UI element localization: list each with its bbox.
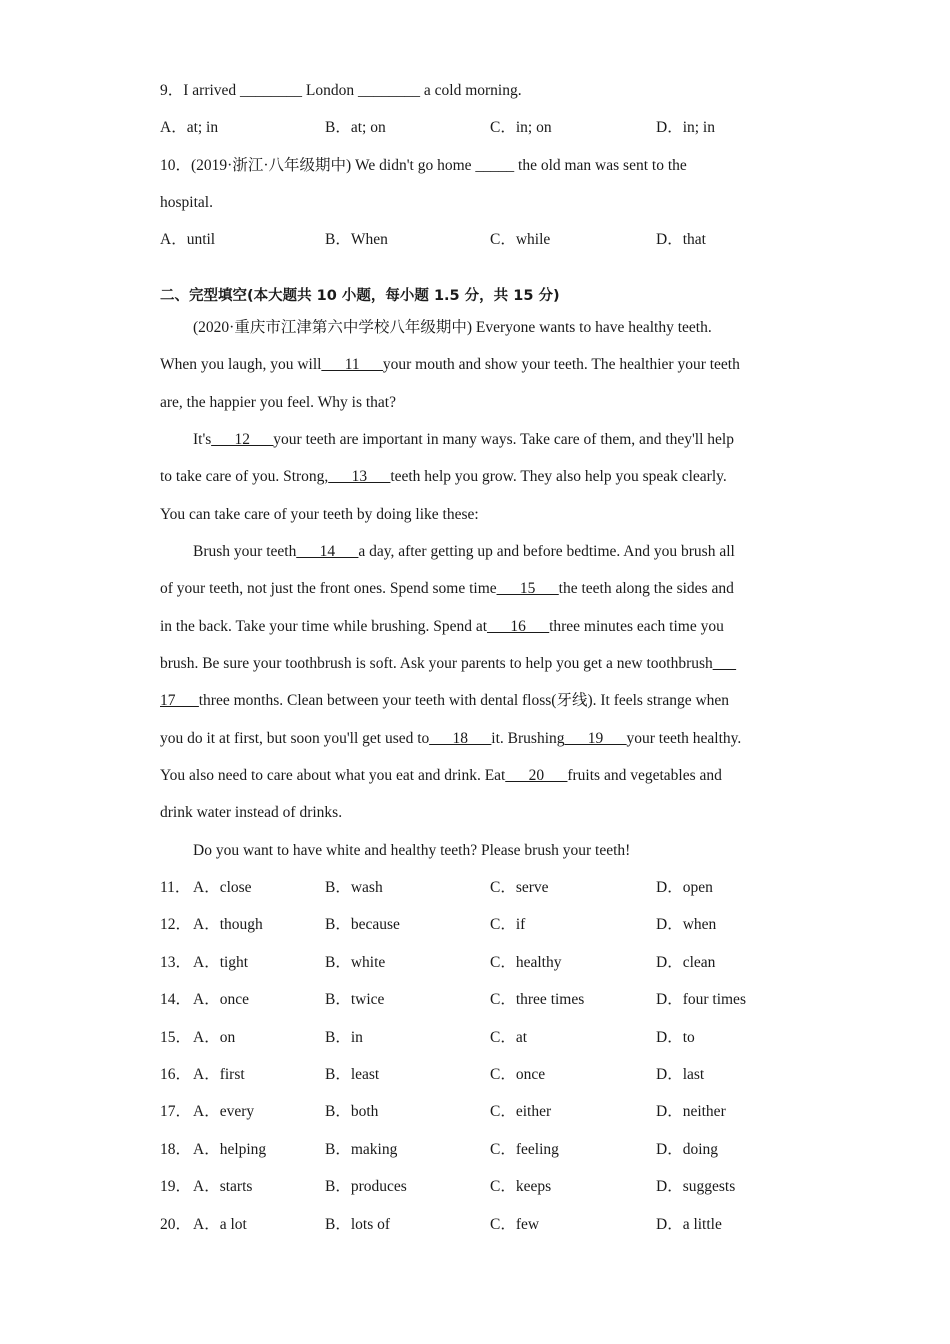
- q9-stem: 9．I arrived ________ London ________ a cold morning.: [160, 82, 522, 99]
- choice-number: 16．: [160, 1066, 192, 1083]
- blank-16: ___16___: [487, 618, 550, 635]
- q10-stem-line1: 10．(2019·浙江·八年级期中) We didn't go home _____ the old man was sent to the: [160, 157, 687, 174]
- choice-option-a: A．once: [193, 991, 249, 1008]
- choice-option-d: D．four times: [656, 991, 746, 1008]
- choice-option-a: A．tight: [193, 954, 249, 971]
- passage-p3-line3: in the back. Take your time while brushing. Spend at___16___three minutes each time you: [160, 618, 724, 635]
- choice-option-d: D．last: [656, 1066, 705, 1083]
- choice-option-b: B．both: [325, 1103, 379, 1120]
- passage-p3-line4: brush. Be sure your toothbrush is soft. Ask your parents to help you get a new toothbrush___: [160, 655, 737, 672]
- choice-option-c: C．three times: [490, 991, 585, 1008]
- passage-p1-line1: (2020·重庆市江津第六中学校八年级期中) Everyone wants to have healthy teeth.: [193, 319, 712, 336]
- passage-p2-line1: It's___12___your teeth are important in many ways. Take care of them, and they'll help: [193, 431, 734, 448]
- choice-option-a: A．first: [193, 1066, 245, 1083]
- choice-option-c: C．once: [490, 1066, 546, 1083]
- choice-option-b: B．lots of: [325, 1216, 391, 1233]
- choice-option-a: A．though: [193, 916, 263, 933]
- blank-17-end: 17___: [160, 692, 199, 709]
- passage-p3-line5: 17___three months. Clean between your teeth with dental floss(牙线). It feels strange when: [160, 692, 730, 709]
- passage-p2-line3: You can take care of your teeth by doing like these:: [160, 506, 479, 523]
- passage-p2-line2: to take care of you. Strong,___13___teeth help you grow. They also help you speak clearly.: [160, 468, 727, 485]
- blank-19: ___19___: [564, 730, 627, 747]
- passage-p1-line3: are, the happier you feel. Why is that?: [160, 394, 396, 411]
- choice-option-c: C．feeling: [490, 1141, 559, 1158]
- choice-number: 14．: [160, 991, 192, 1008]
- choice-option-c: C．if: [490, 916, 526, 933]
- choice-option-b: B．making: [325, 1141, 398, 1158]
- q10-option-b: B．When: [325, 231, 388, 248]
- blank-15: ___15___: [496, 580, 559, 597]
- q9-option-c: C．in; on: [490, 119, 552, 136]
- passage-p4-line1: Do you want to have white and healthy teeth? Please brush your teeth!: [193, 842, 631, 859]
- choice-option-b: B．wash: [325, 879, 383, 896]
- q9-option-a: A．at; in: [160, 119, 219, 136]
- blank-20: ___20___: [505, 767, 568, 784]
- passage-p3-line1: Brush your teeth___14___a day, after getting up and before bedtime. And you brush all: [193, 543, 735, 560]
- choice-option-c: C．either: [490, 1103, 552, 1120]
- choice-option-d: D．a little: [656, 1216, 722, 1233]
- choice-option-b: B．in: [325, 1029, 363, 1046]
- choice-number: 11．: [160, 879, 191, 896]
- choice-number: 13．: [160, 954, 192, 971]
- choice-option-c: C．at: [490, 1029, 528, 1046]
- choice-option-b: B．produces: [325, 1178, 407, 1195]
- choice-number: 17．: [160, 1103, 192, 1120]
- choice-option-a: A．on: [193, 1029, 236, 1046]
- choice-option-d: D．neither: [656, 1103, 726, 1120]
- choice-number: 18．: [160, 1141, 192, 1158]
- passage-p3-line7: You also need to care about what you eat and drink. Eat___20___fruits and vegetables and: [160, 767, 722, 784]
- choice-option-b: B．because: [325, 916, 400, 933]
- choice-option-c: C．serve: [490, 879, 549, 896]
- choice-option-b: B．least: [325, 1066, 380, 1083]
- choice-option-b: B．white: [325, 954, 386, 971]
- blank-18: ___18___: [429, 730, 492, 747]
- blank-17-start: ___: [712, 655, 737, 672]
- q10-option-c: C．while: [490, 231, 551, 248]
- q9-option-b: B．at; on: [325, 119, 386, 136]
- choice-option-c: C．keeps: [490, 1178, 552, 1195]
- choice-option-d: D．clean: [656, 954, 716, 971]
- passage-p3-line8: drink water instead of drinks.: [160, 804, 343, 821]
- choice-option-d: D．open: [656, 879, 713, 896]
- q9-option-d: D．in; in: [656, 119, 715, 136]
- q10-option-a: A．until: [160, 231, 216, 248]
- passage-p3-line6: you do it at first, but soon you'll get used to___18___it. Brushing___19___your teeth healthy.: [160, 730, 742, 747]
- choice-number: 20．: [160, 1216, 192, 1233]
- choice-option-d: D．doing: [656, 1141, 719, 1158]
- passage-p1-line2: When you laugh, you will___11___your mouth and show your teeth. The healthier your teeth: [160, 356, 740, 373]
- q10-stem-line2: hospital.: [160, 194, 213, 211]
- choice-option-c: C．healthy: [490, 954, 562, 971]
- choice-option-d: D．when: [656, 916, 717, 933]
- choice-option-b: B．twice: [325, 991, 385, 1008]
- choice-option-d: D．suggests: [656, 1178, 736, 1195]
- choice-number: 19．: [160, 1178, 192, 1195]
- choice-option-a: A．helping: [193, 1141, 267, 1158]
- blank-14: ___14___: [296, 543, 359, 560]
- choice-number: 12．: [160, 916, 192, 933]
- choice-option-a: A．starts: [193, 1178, 253, 1195]
- passage-p3-line2: of your teeth, not just the front ones. Spend some time___15___the teeth along the sides and: [160, 580, 734, 597]
- blank-12: ___12___: [211, 431, 274, 448]
- q10-option-d: D．that: [656, 231, 706, 248]
- blank-13: ___13___: [328, 468, 391, 485]
- choice-option-a: A．every: [193, 1103, 255, 1120]
- choice-number: 15．: [160, 1029, 192, 1046]
- blank-11: ___11___: [321, 356, 383, 373]
- choice-option-c: C．few: [490, 1216, 540, 1233]
- choice-option-d: D．to: [656, 1029, 695, 1046]
- choice-option-a: A．close: [193, 879, 252, 896]
- choice-option-a: A．a lot: [193, 1216, 247, 1233]
- section-heading: 二、完型填空(本大题共 10 小题，每小题 1.5 分，共 15 分): [160, 288, 560, 304]
